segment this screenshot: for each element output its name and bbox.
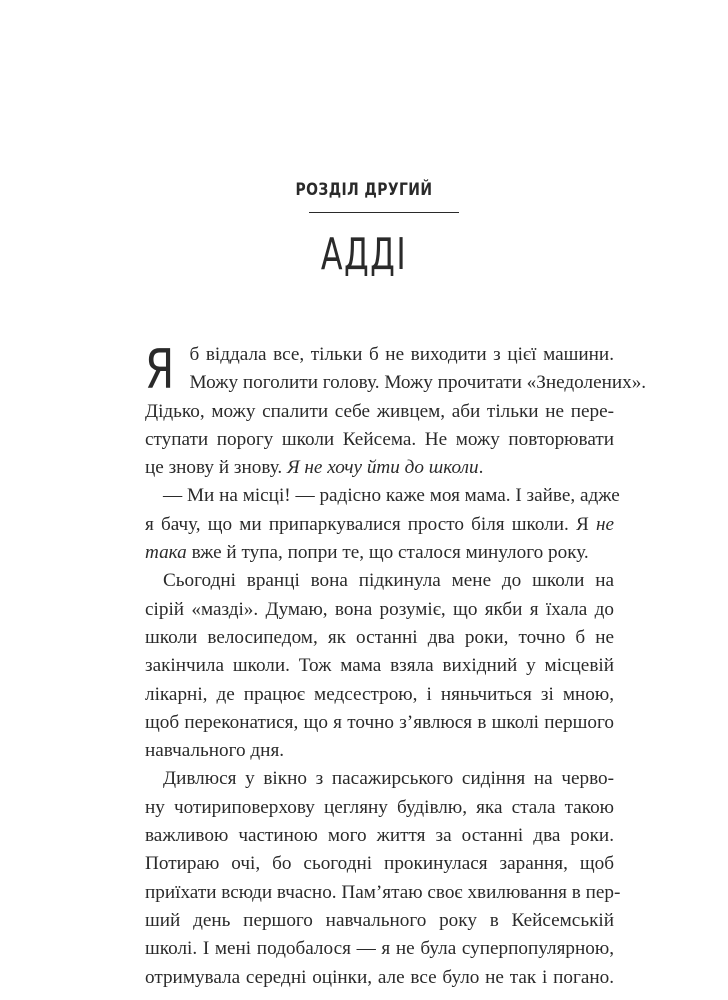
paragraph-3 (145, 567, 614, 765)
chapter-body (145, 338, 647, 992)
chapter-label: РОЗДІЛ ДРУГИЙ (295, 180, 433, 200)
italic-text: Я не хочу йти до школи (287, 457, 479, 479)
italic-text: не (595, 513, 614, 535)
text-line: ший день першого навчального року в Кейсемській (145, 909, 614, 931)
paragraph-4 (145, 765, 621, 991)
text-line (145, 539, 614, 567)
text-line: сірій «мазді». Думаю, вона розуміє, що якби я їхала до (145, 598, 614, 620)
text-line: навчального дня. (145, 740, 285, 762)
text-line: Потираю очі, бо сьогодні прокинулася зарання, щоб (145, 853, 614, 875)
text-line (145, 454, 614, 482)
text-line: Дідько, можу спалити себе живцем, аби тільки не пере- (145, 400, 614, 422)
text-fragment: я бачу, що ми припаркувалися просто біля школи. Я (145, 513, 596, 535)
chapter-divider (309, 212, 459, 213)
text-line: — Ми на місці! — радісно каже моя мама. І зайве, адже (163, 485, 620, 507)
text-line: лікарні, де працює медсестрою, і няньчиться зі мною, (145, 683, 614, 705)
paragraph-2 (145, 482, 620, 567)
text-line: школи велосипедом, як останні два роки, точно б не (145, 626, 614, 648)
text-line: закінчила школи. Тож мама взяла вихідний у місцевій (145, 655, 614, 677)
text-line: б віддала все, тільки б не виходити з цієї машини. (189, 344, 614, 365)
text-fragment: . (478, 457, 484, 479)
text-line: приїхати всюди вчасно. Пам’ятаю своє хвилювання в пер- (145, 881, 621, 903)
text-line: щоб переконатися, що я точно з’явлюся в школі першого (145, 711, 614, 733)
text-line: школі. І мені подобалося — я не була суперпопулярною, (145, 938, 614, 960)
text-line: Сьогодні вранці вона підкинула мене до школи на (163, 570, 614, 592)
text-line: ну чотириповерхову цегляну будівлю, яка стала такою (145, 796, 614, 818)
text-line: важливою частиною мого життя за останні два роки. (145, 825, 614, 847)
text-line: ступати порогу школи Кейсема. Не можу повторювати (145, 428, 614, 450)
text-line: Дивлюся у вікно з пасажирського сидіння на черво- (163, 768, 614, 790)
chapter-title: АДДІ (320, 229, 408, 280)
text-fragment: вже й тупа, попри те, що сталося минулого року. (186, 542, 589, 564)
text-line (145, 511, 614, 539)
italic-text: така (145, 542, 187, 564)
text-line: отримувала середні оцінки, але все було не так і погано. (145, 966, 614, 988)
text-fragment: це знову й знову. (145, 457, 287, 479)
text-line: Можу поголити голову. Можу прочитати «Знедолених». (189, 372, 647, 394)
paragraph-1 (145, 338, 647, 482)
drop-cap: Я (145, 338, 175, 401)
